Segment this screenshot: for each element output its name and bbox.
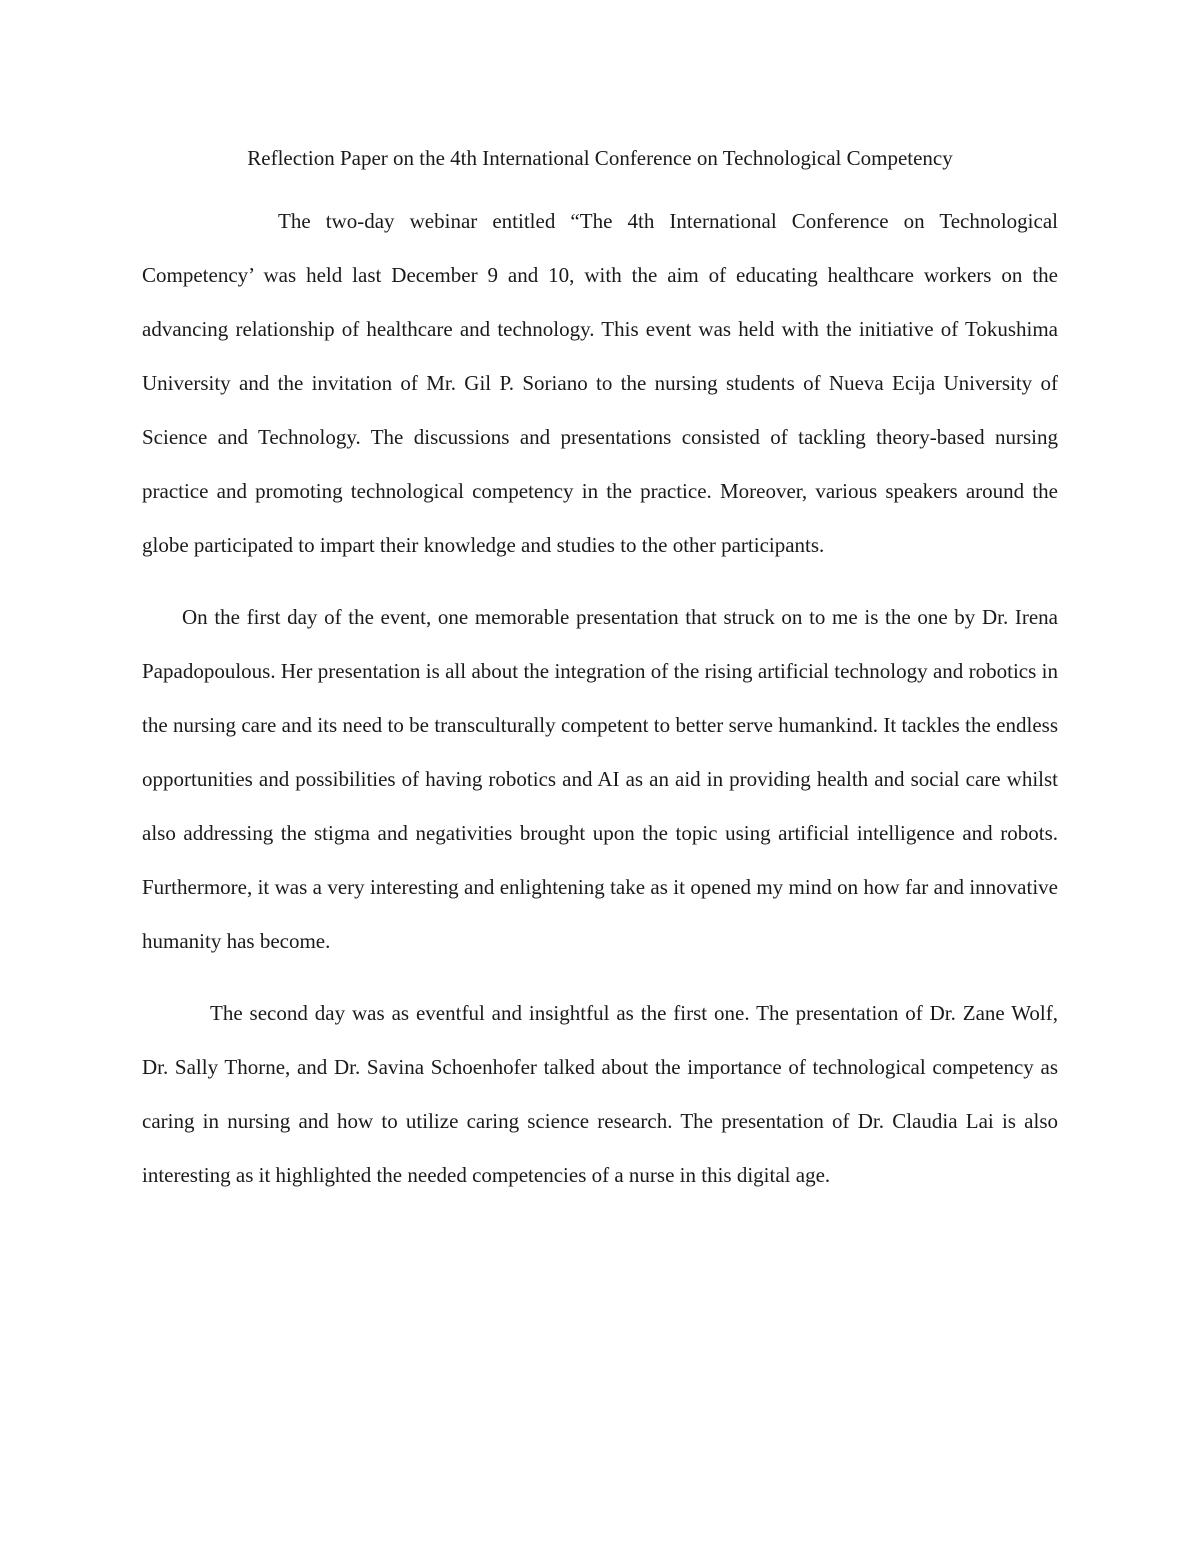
paragraph-first-day: On the first day of the event, one memorable presentation that struck on to me is the one by Dr. Irena Papadopoulous. Her presentation is all about the integration of the rising artificial technology and robotics in the nursing care and its need to be transculturally competent to better serve humankind. It tackles the endless opportunities and possibilities of having robotics and AI as an aid in providing health and social care whilst also addressing the stigma and negativities brought upon the topic using artificial intelligence and robots. Furthermore, it was a very interesting and enlightening take as it opened my mind on how far and innovative humanity has become.: [142, 605, 1058, 953]
paragraph-second-day: The second day was as eventful and insightful as the first one. The presentation of Dr. Zane Wolf, Dr. Sally Thorne, and Dr. Savina Schoenhofer talked about the importance of technological competency as caring in nursing and how to utilize caring science research. The presentation of Dr. Claudia Lai is also interesting as it highlighted the needed competencies of a nurse in this digital age.: [142, 1001, 1058, 1187]
document-title: Reflection Paper on the 4th International Conference on Technological Competency: [247, 146, 953, 170]
paragraph-intro: The two-day webinar entitled “The 4th International Conference on Technological Competency’ was held last December 9 and 10, with the aim of educating healthcare workers on the advancing relationship of healthcare and technology. This event was held with the initiative of Tokushima University and the invitation of Mr. Gil P. Soriano to the nursing students of Nueva Ecija University of Science and Technology. The discussions and presentations consisted of tackling theory-based nursing practice and promoting technological competency in the practice. Moreover, various speakers around the globe participated to impart their knowledge and studies to the other participants.: [142, 209, 1058, 557]
